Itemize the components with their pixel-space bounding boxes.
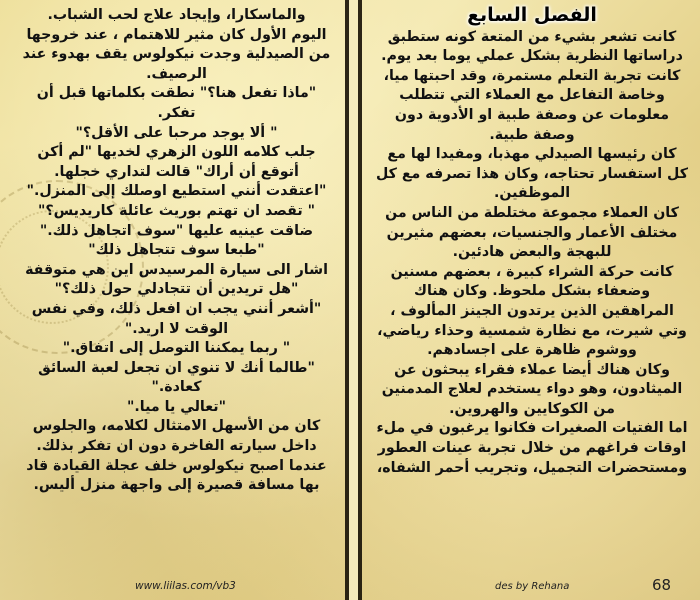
footer-credit: des by Rehana — [495, 581, 570, 592]
column-divider — [345, 0, 362, 600]
right-text-column — [362, 0, 700, 600]
paragraph: ضاقت عينيه عليها "سوف اتجاهل ذلك." — [39, 222, 314, 239]
chapter-heading — [376, 0, 688, 28]
paragraph: "أشعر أنني يجب ان افعل ذلك، وفي نفس الوقت لا اريد." — [31, 300, 322, 337]
paragraph: "طالما أنك لا تنوي ان تجعل لعبة السائق كعادة." — [38, 359, 315, 396]
paragraph: والماسكارا، وإيجاد علاج لحب الشباب. — [47, 7, 306, 23]
left-text-column — [0, 0, 345, 600]
paragraph: جلب كلامه اللون الزهري لخديها "لم أكن أتوقع أن أراك" قالت لتداري خجلها. — [37, 144, 316, 180]
right-column-body — [362, 0, 700, 478]
paragraph: وكان هناك أيضا عملاء فقراء يبحثون عن الميثادون، وهو دواء يستخدم لعلاج المدمنين من الكوكايين والهروين. — [381, 361, 683, 417]
paragraph: كانت تشعر بشيء من المتعة كونه ستطبق دراساتها النظرية بشكل عملي يوما بعد يوم. كانت تجربة التعلم مستمرة، وقد احبتها ميا، وخاصة التفاعل مع العملاء التي تتطلب معلومات عن وصفة طبية او الأدوية دون وصفة طبية. — [381, 28, 683, 143]
paragraph: اشار الى سيارة المرسيدس اين هي متوقفة "هل تريدين أن تتجادلي حول ذلك؟" — [25, 261, 328, 298]
page-number: 68 — [652, 576, 672, 594]
paragraph: كانت حركة الشراء كبيرة ، بعضهم مسنين وضعفاء بشكل ملحوظ. وكان هناك المراهقين الذين يرتدون الجينز المألوف ، وتي شيرت، مع نظارة شمسية وحذاء رياضي، ووشوم ظاهرة على اجسادهم. — [377, 263, 687, 359]
paragraph: "ماذا تفعل هنا؟" نطقت بكلماتها قبل أن تفكر. — [36, 85, 317, 121]
paragraph: "اعتقدت أنني استطيع اوصلك إلى المنزل." — [26, 183, 327, 200]
paragraph: كان من الأسهل الامتثال لكلامه، والجلوس داخل سيارته الفاخرة دون ان تفكر بذلك. — [32, 418, 321, 455]
paragraph: كان رئيسها الصيدلي مهذبا، ومفيدا لها مع كل استفسار تحتاجه، وكان هذا تصرفه مع كل الموظفين. — [376, 146, 688, 202]
paragraph: اليوم الأول كان مثير للاهتمام ، عند خروجها من الصيدلية وجدت نيكولوس يقف بهدوء عند الرصيف. — [22, 26, 331, 82]
chapter-title: الفصل السابع — [467, 4, 597, 26]
paragraph: "طبعا سوف تتجاهل ذلك" — [88, 242, 265, 259]
paragraph: " ربما يمكننا التوصل إلى اتفاق." — [62, 340, 291, 357]
footer-url: www.liilas.com/vb3 — [135, 580, 236, 592]
paragraph: اما الفتيات الصغيرات فكانوا يرغبون في ملء اوقات فراغهم من خلال تجربة عينات العطور ومستحضرات التجميل، وتجريب أحمر الشفاه، — [376, 420, 688, 476]
left-column-body — [0, 0, 345, 496]
paragraph: "تعالي يا ميا." — [127, 398, 226, 415]
paragraph: عندما اصبح نيكولوس خلف عجلة القيادة قاد بها مسافة قصيرة إلى واجهة منزل أليس. — [26, 457, 327, 494]
paragraph: " تقصد ان تهتم بوريث عائلة كاريديس؟" — [37, 202, 316, 219]
paragraph: كان العملاء مجموعة مختلطة من الناس من مختلف الأعمار والجنسيات، بعضهم مثيرين للبهجة والبعض هادئين. — [385, 204, 679, 261]
paragraph: " ألا يوجد مرحبا على الأقل؟" — [75, 124, 278, 141]
